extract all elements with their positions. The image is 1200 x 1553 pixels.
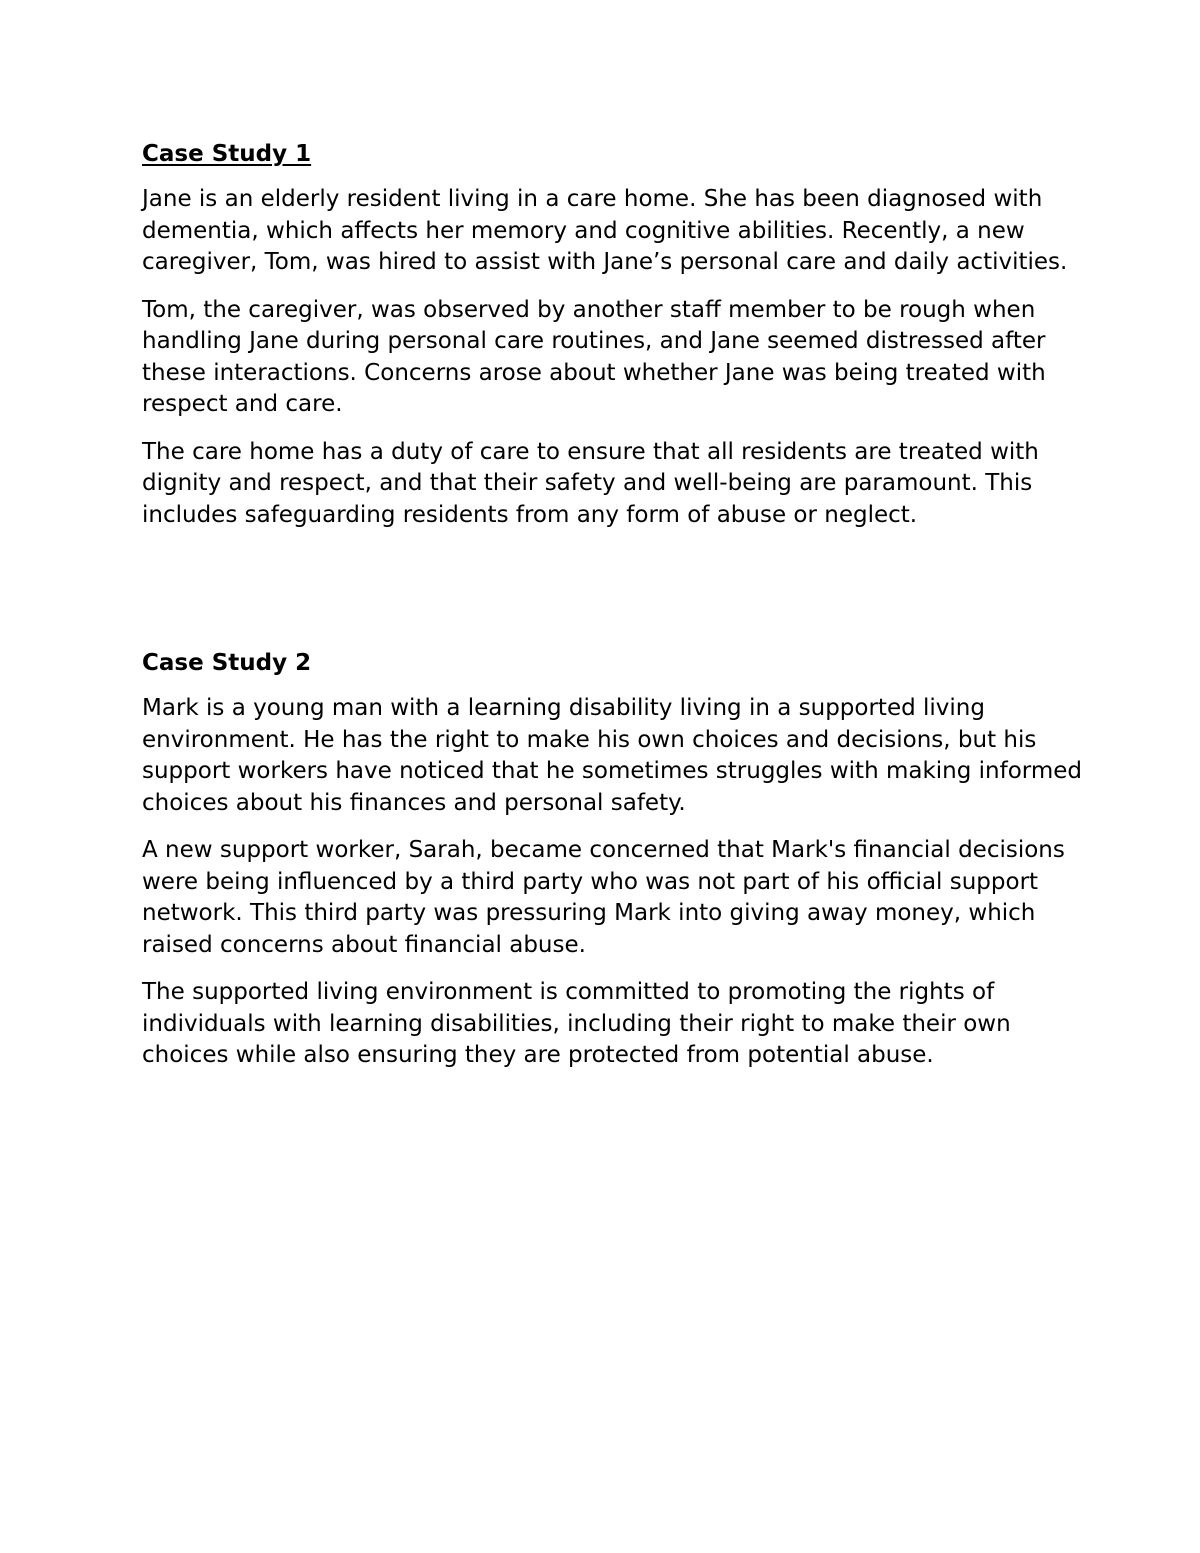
case-study-1-paragraph-2: Tom, the caregiver, was observed by another staff member to be rough when handling Jane during personal care routines, and Jane seemed distressed after these interactions. Concerns arose about whether Jane was being treated with respect and care. <box>142 296 1046 417</box>
document-content <box>142 138 1082 1088</box>
case-study-2-section <box>142 647 1082 1072</box>
case-study-2-paragraph-3: The supported living environment is committed to promoting the rights of individuals with learning disabilities, including their right to make their own choices while also ensuring they are protected from potential abuse. <box>142 979 1011 1068</box>
case-study-2-heading: Case Study 2 <box>142 650 312 676</box>
case-study-1-paragraph-3: The care home has a duty of care to ensure that all residents are treated with dignity and respect, and that their safety and well-being are paramount. This includes safeguarding residents from any form of abuse or neglect. <box>142 438 1039 528</box>
case-study-2-paragraph-1: Mark is a young man with a learning disability living in a supported living environment. He has the right to make his own choices and decisions, but his support workers have noticed that he sometimes struggles with making informed choices about his finances and personal safety. <box>142 695 1083 816</box>
case-study-1-section <box>142 138 1082 531</box>
case-study-2-paragraph-2: A new support worker, Sarah, became concerned that Mark's financial decisions were being influenced by a third party who was not part of his official support network. This third party was pressuring Mark into giving away money, which raised concerns about financial abuse. <box>142 837 1065 958</box>
case-study-1-heading: Case Study 1 <box>142 141 312 167</box>
section-spacer <box>142 547 1082 647</box>
case-study-1-paragraph-1: Jane is an elderly resident living in a care home. She has been diagnosed with dementia, which affects her memory and cognitive abilities. Recently, a new caregiver, Tom, was hired to assist with Jane’s personal care and daily activities. <box>142 186 1068 275</box>
